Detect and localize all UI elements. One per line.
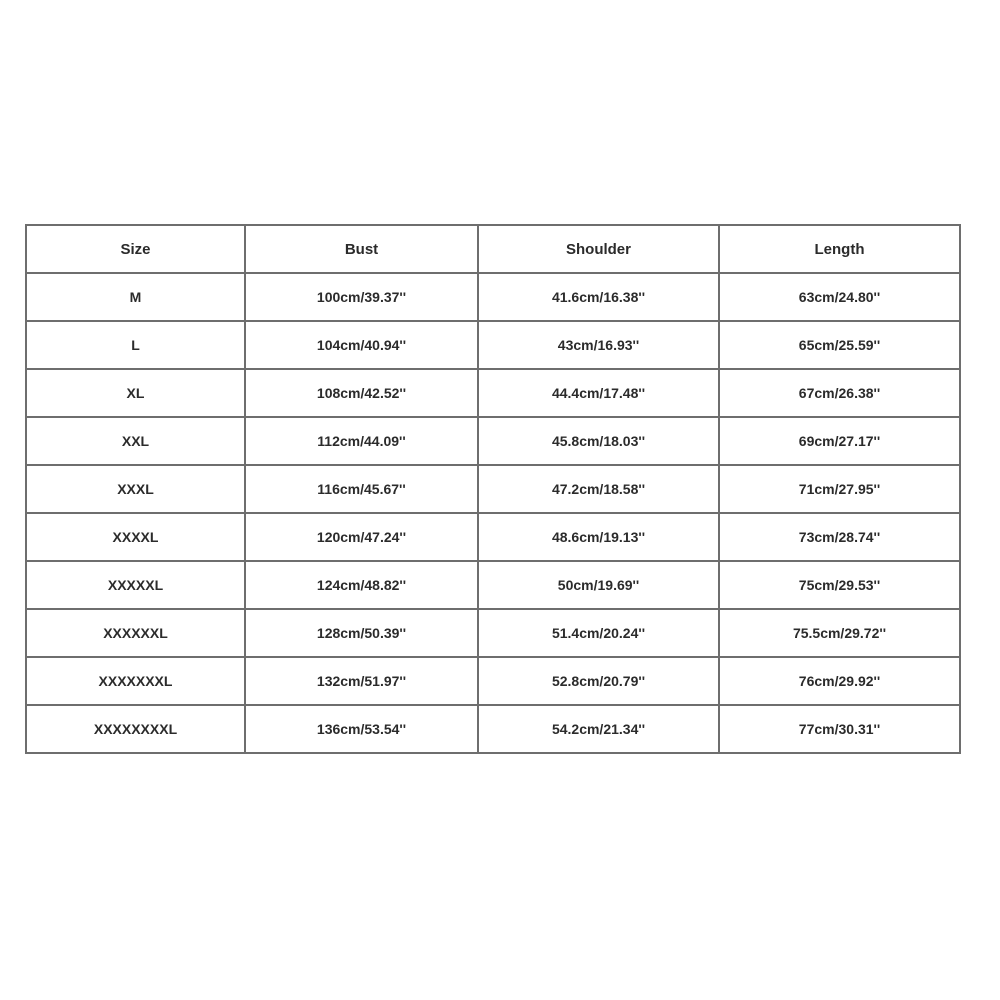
table-row bbox=[26, 273, 960, 321]
table-row bbox=[26, 609, 960, 657]
shoulder-cell: 41.6cm/16.38'' bbox=[478, 273, 719, 321]
bust-cell: 116cm/45.67'' bbox=[245, 465, 478, 513]
shoulder-cell: 43cm/16.93'' bbox=[478, 321, 719, 369]
size-cell: XL bbox=[26, 369, 245, 417]
bust-cell: 104cm/40.94'' bbox=[245, 321, 478, 369]
shoulder-cell: 51.4cm/20.24'' bbox=[478, 609, 719, 657]
table-header-row bbox=[26, 225, 960, 273]
length-cell: 77cm/30.31'' bbox=[719, 705, 960, 753]
shoulder-cell: 50cm/19.69'' bbox=[478, 561, 719, 609]
table-row bbox=[26, 369, 960, 417]
size-cell: XXXXXXL bbox=[26, 609, 245, 657]
bust-cell: 112cm/44.09'' bbox=[245, 417, 478, 465]
header-size: Size bbox=[26, 225, 245, 273]
table-row bbox=[26, 465, 960, 513]
shoulder-cell: 48.6cm/19.13'' bbox=[478, 513, 719, 561]
shoulder-cell: 54.2cm/21.34'' bbox=[478, 705, 719, 753]
shoulder-cell: 44.4cm/17.48'' bbox=[478, 369, 719, 417]
length-cell: 73cm/28.74'' bbox=[719, 513, 960, 561]
bust-cell: 132cm/51.97'' bbox=[245, 657, 478, 705]
table-row bbox=[26, 513, 960, 561]
shoulder-cell: 45.8cm/18.03'' bbox=[478, 417, 719, 465]
table-row bbox=[26, 705, 960, 753]
header-bust: Bust bbox=[245, 225, 478, 273]
header-length: Length bbox=[719, 225, 960, 273]
bust-cell: 108cm/42.52'' bbox=[245, 369, 478, 417]
size-cell: XXXL bbox=[26, 465, 245, 513]
bust-cell: 100cm/39.37'' bbox=[245, 273, 478, 321]
length-cell: 75cm/29.53'' bbox=[719, 561, 960, 609]
length-cell: 75.5cm/29.72'' bbox=[719, 609, 960, 657]
shoulder-cell: 52.8cm/20.79'' bbox=[478, 657, 719, 705]
length-cell: 69cm/27.17'' bbox=[719, 417, 960, 465]
table-row bbox=[26, 657, 960, 705]
header-shoulder: Shoulder bbox=[478, 225, 719, 273]
size-cell: XXXXXXXL bbox=[26, 657, 245, 705]
size-cell: XXXXXL bbox=[26, 561, 245, 609]
table-row bbox=[26, 417, 960, 465]
size-cell: L bbox=[26, 321, 245, 369]
bust-cell: 128cm/50.39'' bbox=[245, 609, 478, 657]
length-cell: 76cm/29.92'' bbox=[719, 657, 960, 705]
size-cell: XXXXXXXXL bbox=[26, 705, 245, 753]
bust-cell: 120cm/47.24'' bbox=[245, 513, 478, 561]
length-cell: 65cm/25.59'' bbox=[719, 321, 960, 369]
size-cell: M bbox=[26, 273, 245, 321]
size-chart-table bbox=[25, 224, 961, 754]
bust-cell: 124cm/48.82'' bbox=[245, 561, 478, 609]
length-cell: 67cm/26.38'' bbox=[719, 369, 960, 417]
table-row bbox=[26, 321, 960, 369]
shoulder-cell: 47.2cm/18.58'' bbox=[478, 465, 719, 513]
length-cell: 63cm/24.80'' bbox=[719, 273, 960, 321]
bust-cell: 136cm/53.54'' bbox=[245, 705, 478, 753]
size-cell: XXXXL bbox=[26, 513, 245, 561]
length-cell: 71cm/27.95'' bbox=[719, 465, 960, 513]
table-row bbox=[26, 561, 960, 609]
size-cell: XXL bbox=[26, 417, 245, 465]
